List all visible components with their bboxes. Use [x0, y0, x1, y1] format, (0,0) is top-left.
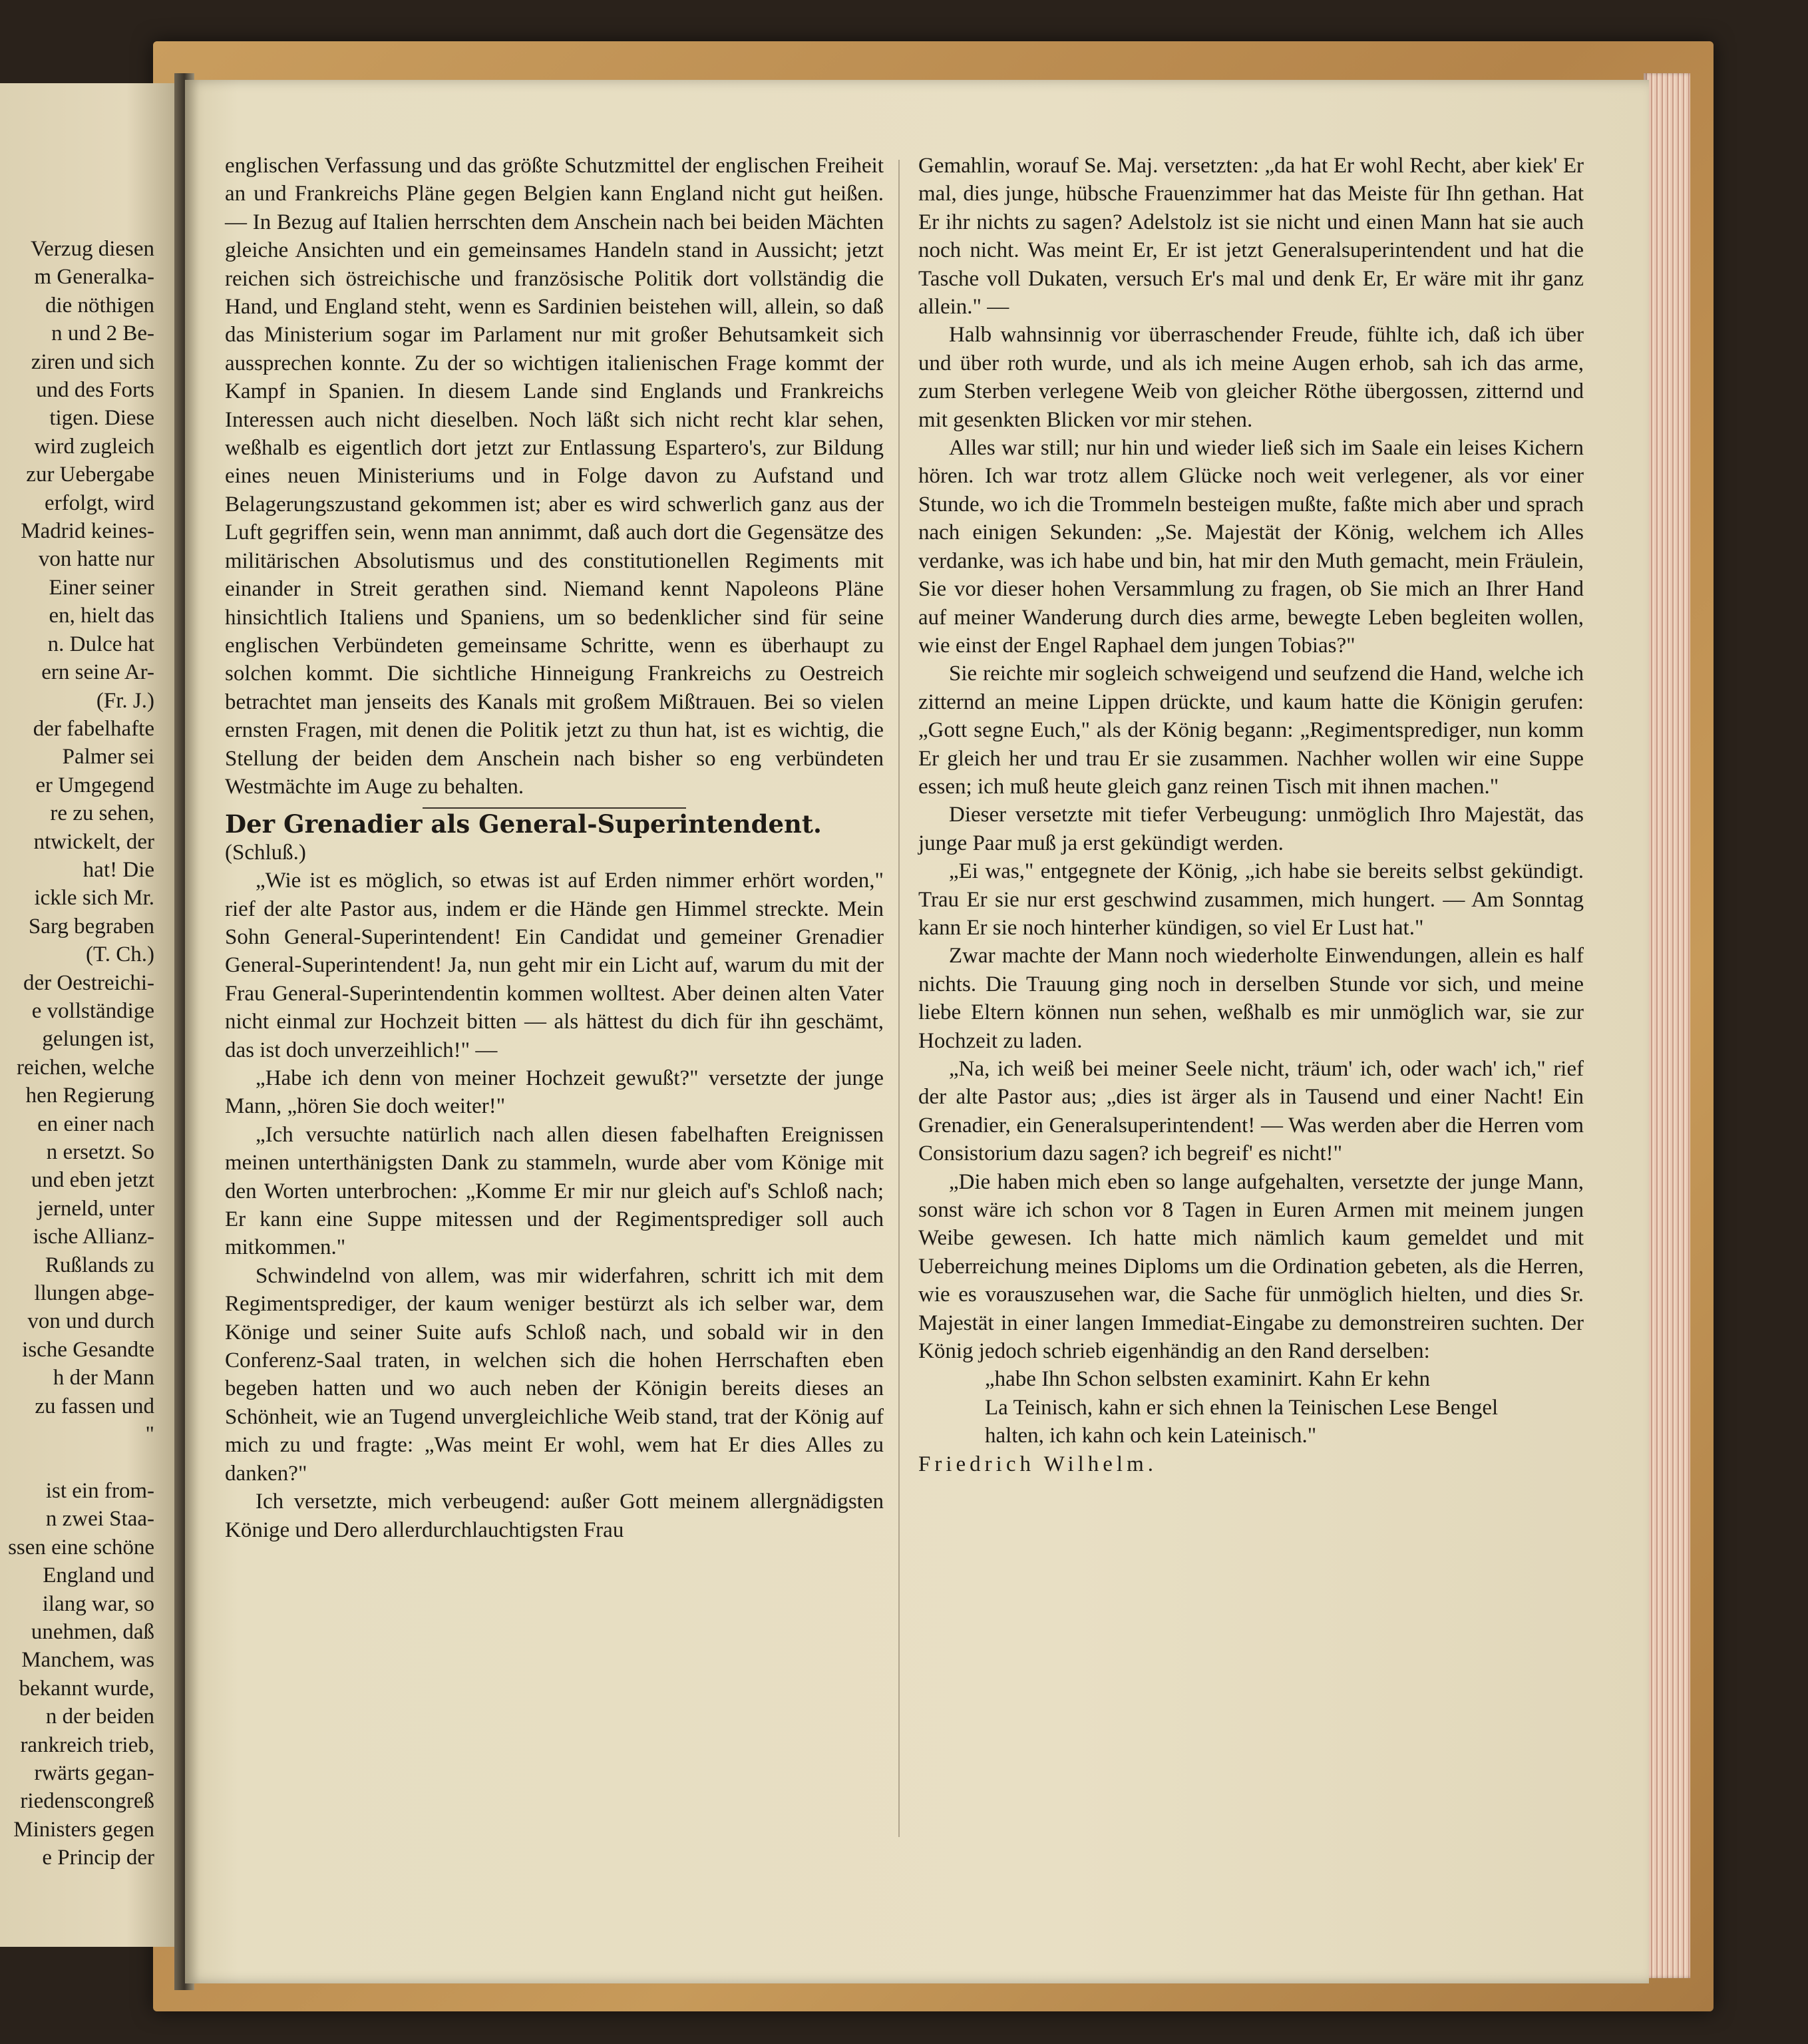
left-column-line: zu fassen und [35, 1394, 154, 1418]
paragraph: Alles war still; nur hin und wieder ließ sich im Saale ein leises Kichern hören. Ich war trotz allem Glücke noch weit verlegener, als vor einer Stunde, wo ich die Trommeln besteigen mußte, faßte mich aber und sprach nach einigen Sekunden: „Se. Majestät der König, welchem ich Alles verdanke, was ich habe und bin, hat mir den Muth gemacht, mein Fräulein, Sie vor dieser hohen Versammlung zu fragen, ob Sie mich an Ihrer Hand auf meiner Wanderung durch dies arme, bewegte Leben begleiten wollen, wie einst der Engel Raphael dem jungen Tobias?" [918, 436, 1584, 658]
left-column-line: " [145, 1422, 154, 1447]
left-column-line: England und [43, 1563, 154, 1588]
paragraph: „Wie ist es möglich, so etwas ist auf Erden nimmer erhört worden," rief der alte Pastor aus, indem er die Hände gen Himmel streckte. Mein Sohn General-Superintendent! Ein Candidat und gemeiner Grenadier General-Superintendent! Ja, nun geht mir ein Licht auf, warum du mit der Frau General-Superintendentin kommen wolltest. Aber deinen alten Vater nicht einmal zur Hochzeit bitten — als hättest du dich für ihn geschämt, das ist doch unverzeihlich!" — [225, 869, 884, 1062]
left-column-line: Madrid keines- [21, 519, 154, 544]
paragraph: „Ei was," entgegnete der König, „ich habe sie bereits selbst gekündigt. Trau Er sie nur erst geschwind zusammen, mich hungert. — Am Sonntag kann Er sie noch hinterher kündigen, so viel Er Lust hat." [918, 859, 1584, 940]
left-column-line [5, 1448, 154, 1476]
column-b [918, 152, 1584, 1478]
left-column-line: n der beiden [45, 1705, 154, 1729]
left-column-line: ntwickelt, der [33, 829, 154, 854]
left-column-line: e vollständige [31, 998, 154, 1023]
left-column-line: h der Mann [53, 1366, 154, 1390]
section-rule [423, 807, 686, 809]
left-column-line: und eben jetzt [31, 1168, 154, 1193]
left-column-line: re zu sehen, [50, 801, 154, 826]
left-column-line: Verzug diesen [30, 237, 154, 261]
article-subheading: (Schluß.) [225, 840, 306, 865]
left-column-line: zur Uebergabe [26, 463, 154, 487]
paragraph: „Habe ich denn von meiner Hochzeit gewußt?" versetzte der junge Mann, „hören Sie doch weiter!" [225, 1066, 884, 1119]
left-column-line: ziren und sich [31, 349, 154, 374]
left-page-column [5, 235, 154, 1872]
left-column-line: der fabelhafte [33, 716, 154, 741]
paragraph: „Ich versuchte natürlich nach allen diesen fabelhaften Ereignissen meinen unterthänigsten Dank zu stammeln, wurde aber vom Könige mit den Worten unterbrochen: „Komme Er mir nur gleich auf's Schloß nach; Er kann eine Suppe mitessen und der Regimentsprediger soll auch mitkommen." [225, 1122, 884, 1260]
paragraph: Ich versetzte, mich verbeugend: außer Gott meinem allergnädigsten Könige und Dero allerdurchlauchtigsten Frau [225, 1490, 884, 1542]
left-column-line: n ersetzt. So [46, 1140, 154, 1164]
page-edges [1644, 73, 1690, 1978]
left-column-line: riedenscongreß [20, 1789, 154, 1814]
left-column-line: von und durch [27, 1309, 154, 1334]
royal-note-quote [918, 1365, 1584, 1450]
left-column-line: erfolgt, wird [45, 491, 154, 515]
left-column-line: ickle sich Mr. [34, 886, 154, 911]
signature: Friedrich Wilhelm. [918, 1452, 1158, 1476]
left-column-line: en einer nach [37, 1112, 154, 1136]
left-column-line: ische Gesandte [22, 1337, 154, 1362]
left-column-line: m Generalka- [34, 265, 154, 290]
left-column-line: ssen eine schöne [8, 1535, 154, 1559]
left-column-line: der Oestreichi- [23, 970, 154, 995]
left-column-line: jerneld, unter [37, 1196, 154, 1221]
left-column-line: rankreich trieb, [20, 1733, 154, 1757]
left-column-line: n zwei Staa- [45, 1507, 154, 1532]
left-column-line: ische Allianz- [33, 1225, 154, 1249]
left-column-line: von hatte nur [38, 547, 154, 572]
quote-line: „habe Ihn Schon selbsten examinirt. Kahn Er kehn [985, 1367, 1430, 1392]
left-column-line: er Umgegend [35, 773, 154, 797]
paragraph: „Na, ich weiß bei meiner Seele nicht, träum' ich, oder wach' ich," rief der alte Pastor aus; „dies ist ärger als in Tausend und einer Nacht! Ein Grenadier, ein Generalsuperintendent! — Was werden aber die Herren vom Consistorium dazu sagen? ich begreif' es nicht!" [918, 1057, 1584, 1166]
paragraph: Schwindelnd von allem, was mir widerfahren, schritt ich mit dem Regimentsprediger, der kaum weniger bestürzt als ich selber war, dem Könige und seiner Suite aufs Schloß nach, und sobald wir in den Conferenz-Saal traten, in welchen sich die hohen Herrschaften eben begeben hatten und wo auch neben der Königin bereits dieses an Schönheit, wie an Tugend unvergleichliche Weib stand, trat der König auf mich zu und fragte: „Was meint Er wohl, wem hat Er dies Alles zu danken?" [225, 1263, 884, 1486]
quote-line: La Teinisch, kahn er sich ehnen la Teinischen Lese Bengel [985, 1395, 1499, 1420]
left-column-line: die nöthigen [45, 293, 154, 317]
left-column-line: hen Regierung [25, 1084, 154, 1108]
left-column-line: Ministers gegen [13, 1817, 154, 1842]
left-page [0, 83, 181, 1947]
left-column-line: (Fr. J.) [96, 688, 154, 713]
left-column-line: Sarg begraben [28, 914, 154, 938]
quote-line: halten, ich kahn och kein Lateinisch." [985, 1424, 1317, 1448]
left-column-line: e Princip der [42, 1846, 154, 1870]
paragraph: Halb wahnsinnig vor überraschender Freude, fühlte ich, daß ich über und über roth wurde, und als ich meine Augen erhob, sah ich das arme, zum Sterben verlegene Weib von gleicher Röthe übergossen, zitternd und mit gesenkten Blicken vor mir stehen. [918, 323, 1584, 432]
left-column-line: en, hielt das [49, 604, 154, 628]
left-column-line: bekannt wurde, [19, 1676, 154, 1701]
left-column-line: unehmen, daß [31, 1619, 154, 1644]
left-column-line: gelungen ist, [42, 1027, 154, 1052]
left-column-line: wird zugleich [34, 434, 154, 459]
paragraph: Dieser versetzte mit tiefer Verbeugung: unmöglich Ihro Majestät, das junge Paar muß ja erst gekündigt werden. [918, 803, 1584, 855]
left-column-line: n. Dulce hat [47, 632, 154, 656]
left-column-line: hat! Die [83, 857, 154, 882]
left-column-line: Einer seiner [49, 575, 154, 600]
paragraph: „Die haben mich eben so lange aufgehalten, versetzte der junge Mann, sonst wäre ich schon vor 8 Tagen in Euren Armen mit meinem jungen Weibe gewesen. Ich hatte mich nämlich kaum gemeldet und mit Ueberreichung meines Diploms um die Ordination gebeten, als die Herren, wie es vorauszusehen war, die Sache für unmöglich hielten, und dies Sr. Majestät in einer langen Immediat-Eingabe zu demonstreiren suchten. Der König jedoch schrieb eigenhändig an den Rand derselben: [918, 1169, 1584, 1364]
article-heading: Der Grenadier als General-Superintendent. [225, 809, 822, 839]
left-column-line: ern seine Ar- [41, 660, 154, 685]
left-column-line: Rußlands zu [45, 1253, 154, 1277]
paragraph: Gemahlin, worauf Se. Maj. versetzten: „da hat Er wohl Recht, aber kiek' Er mal, dies junge, hübsche Frauenzimmer hat das Meiste für Ihn gethan. Hat Er ihr nichts zu sagen? Adelstolz ist sie nicht und einen Mann hat sie auch noch nicht. Was meint Er, Er ist jetzt Generalsuperintendent und hat die Tasche voll Dukaten, versuch Er's mal und denk Er, Er wäre mit ihr ganz allein." — [918, 154, 1584, 319]
paragraph: Sie reichte mir sogleich schweigend und seufzend die Hand, welche ich zitternd an meine Lippen drückte, und kaum hatte die Königin gerufen: „Gott segne Euch," als der König begann: „Regimentsprediger, nun komm Er gleich her und trau Er sie zusammen. Nachher wollen wir eine Suppe essen; ich muß heute gleich ganz reinen Tisch mit ihnen machen." [918, 662, 1584, 799]
left-column-line: reichen, welche [16, 1055, 154, 1080]
column-a [225, 152, 884, 1544]
left-column-line: (T. Ch.) [86, 942, 154, 967]
left-column-line: ilang war, so [42, 1591, 154, 1616]
left-column-line: n und 2 Be- [51, 321, 154, 346]
left-column-line: ist ein from- [45, 1478, 154, 1503]
left-column-line: rwärts gegan- [34, 1760, 154, 1785]
left-column-line: Palmer sei [62, 745, 154, 769]
left-column-line: tigen. Diese [49, 406, 154, 431]
column-separator [898, 160, 900, 1837]
paragraph: Zwar machte der Mann noch wiederholte Einwendungen, allein es half nichts. Die Trauung ging noch in derselben Stunde vor sich, und meine liebe Eltern können nun sehen, weßhalb es mir unmöglich war, sie zur Hochzeit zu laden. [918, 944, 1584, 1053]
left-column-line: und des Forts [36, 378, 154, 403]
left-column-line: Manchem, was [21, 1648, 154, 1673]
left-column-line: llungen abge- [34, 1281, 154, 1306]
paragraph: englischen Verfassung und das größte Schutzmittel der englischen Freiheit an und Frankreichs Pläne gegen Belgien kann England nicht gut heißen. — In Bezug auf Italien herrschten dem Anschein nach bei beiden Mächten gleiche Ansichten und ein gemeinsames Handeln stand in Aussicht; jetzt reichen sich östreichische und französische Politik dort vollständig die Hand, und England steht, wenn es Sardinien beistehen will, allein, so daß das Ministerium sogar im Parlament nur mit großer Behutsamkeit sich aussprechen konnte. Zu der so wichtigen italienischen Frage kommt der Kampf in Spanien. In diesem Lande sind Englands und Frankreichs Interessen auch nicht dieselben. Noch läßt sich nicht recht klar sehen, weßhalb es eigentlich dort jetzt zur Entlassung Espartero's, zur Bildung eines neuen Ministeriums und in Folge davon zu Aufstand und Belagerungszustand gekommen ist; aber es wird schwerlich ganz aus der Luft gegriffen sein, wenn man annimmt, daß auch dort die Gegensätze des militärischen Absolutismus und des constitutionellen Regiments mit einander in Streit gerathen sind. Niemand kennt Napoleons Pläne hinsichtlich Italiens und Spaniens, um so bedenklicher sind für seine englischen Verbündeten gemeinsame Schritte, wenn es überhaupt zu solchen kommt. Die sichtliche Hinneigung Frankreichs zu Oestreich betrachtet man jenseits des Kanals mit großem Mißtrauen. Bei so vielen ernsten Fragen, mit denen die Politik jetzt zu thun hat, ist es wichtig, die Stellung der beiden dem Anschein nach bisher so eng verbündeten Westmächte im Auge zu behalten. [225, 154, 884, 799]
